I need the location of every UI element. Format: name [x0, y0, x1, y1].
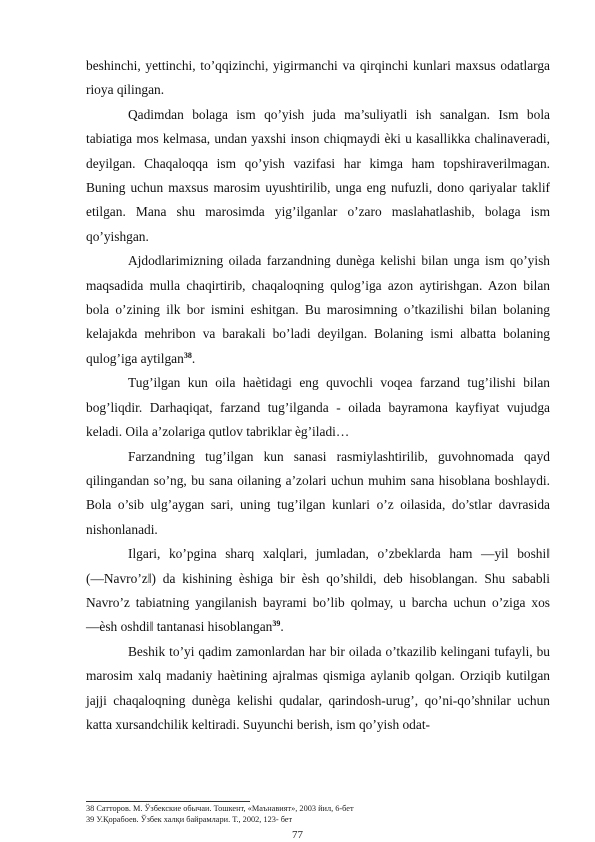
paragraph-4: Tug’ilgan kun oila haѐtidagi eng quvochli voqea farzand tug’ilishi bilan bog’liqdir. Darhaqiqat, farzand tug’ilganda - oilada bayramona kayfiyat vujudga keladi. Oila a’zolariga qutlov tabriklar ѐg’iladi…	[86, 375, 550, 440]
paragraph-7: Beshik to’yi qadim zamonlardan har bir oilada o’tkazilib kelingani tufayli, bu marosim xalq madaniy haѐtining ajralmas qismiga aylanib qolgan. Orziqib kutilgan jajji chaqaloqning dunѐga kelishi qudalar, qarindosh-urug’, qo’ni-qo’shnilar uchun katta xursandchilik keltiradi. Suyunchi berish, ism qo’yish odat-	[86, 643, 550, 732]
paragraph-3: Ajdodlarimizning oilada farzandning dunѐga kelishi bilan unga ism qo’yish maqsadida mulla chaqirtirib, chaqaloqning qulog’iga azon aytirishgan. Azon bilan bola o’zining ilk bor ismini eshitgan. Bu marosimning o’tkazilishi bilan bolaning kelajakda mehribon va barakali bo’ladi deyilgan. Bolaning ismi albatta bolaning qulog’iga aytilgan$^{38}$.	[86, 253, 550, 366]
footnotes	[86, 803, 556, 825]
page-number: 77	[292, 829, 303, 841]
footnote-ref-38[interactable]: 38	[183, 350, 192, 360]
footnote-38: 38 Сатторов. М. Ўзбекские обычаи. Тошкент, «Маънавият», 2003 йил, 6-бет	[86, 804, 354, 813]
paragraph-6: Ilgari, ko’pgina sharq xalqlari, jumladan, o’zbeklarda ham ―yil boshi‖ (―Navro’z‖) da kishining ѐshiga bir ѐsh qo’shildi, deb hisoblangan. Shu sababli Navro’z tabiatning yangilanish bayrami bo’lib qolmay, u barcha uchun o’ziga xos ―ѐsh oshdi‖ tantanasi hisoblangan$^{39}$.	[86, 546, 550, 635]
paragraph-2: Qadimdan bolaga ism qo’yish juda ma’suliyatli ish sanalgan. Ism bola tabiatiga mos kelmasa, undan yaxshi inson chiqmaydi ѐki u kasallikka chalinaveradi, deyilgan. Chaqaloqqa ism qo’yish vazifasi har kimga ham topshiraverilmagan. Buning uchun maxsus marosim uyushtirilib, unga eng nufuzli, dono qariyalar taklif etilgan. Mana shu marosimda yig’ilganlar o’zaro maslahatlashib, bolaga ism qo’yishgan.	[86, 106, 550, 244]
paragraph-5: Farzandning tug’ilgan kun sanasi rasmiylashtirilib, guvohnomada qayd qilingandan so’ng, bu sana oilaning a’zolari uchun muhim sana hisoblana boshlaydi. Bola o’sib ulg’aygan sari, uning tug’ilgan kunlari o’z oilasida, do’stlar davrasida nishonlanadi.	[86, 448, 550, 537]
body-text	[86, 54, 550, 737]
footnote-ref-39[interactable]: 39	[272, 619, 281, 629]
footnote-39: 39 У.Қорабоев. Ўзбек халқи байрамлари. Т., 2002, 123- бет	[86, 815, 293, 824]
footnote-separator	[86, 801, 250, 802]
paragraph-1: beshinchi, yettinchi, to’qqizinchi, yigirmanchi va qirqinchi kunlari maxsus odatlarga rioya qilingan.	[86, 58, 550, 98]
